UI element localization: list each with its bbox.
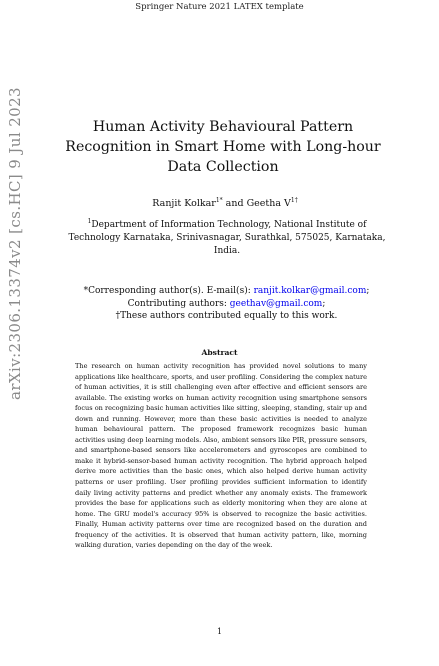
corresponding-email-link[interactable]: ranjit.kolkar@gmail.com	[253, 286, 367, 296]
affiliation-mark: 1	[87, 218, 92, 225]
contributing-label: Contributing authors:	[127, 298, 230, 309]
paper-title: Human Activity Behavioural Pattern Recognition in Smart Home with Long-hour Data Collection	[65, 119, 381, 175]
affiliation	[62, 219, 392, 258]
author2-affiliation-mark: 1†	[290, 196, 298, 204]
abstract-body: The research on human activity recognition has provided novel solutions to many applications like healthcare, sports, and user profiling. Considering the complex nature of human activities, it is still challenging even after effective and efficient sensors are available. The existing works on human activity recognition using smartphone sensors focus on recognizing basic human activities like sitting, sleeping, standing, stair up and down and running. However, more than these basic activities is needed to analyze human behavioural pattern. The proposed framework recognizes basic human activities using deep learning models. Also, ambient sensors like PIR, pressure sensors, and smartphone-based sensors like accelerometers and gyroscopes are combined to make it hybrid-sensor-based human activity recognition. The hybrid approach helped derive more activities than the basic ones, which also helped derive human activity patterns or user profiling. User profiling provides sufficient information to identify daily living activity patterns and predict whether any anomaly exists. The framework provides the base for applications such as elderly monitoring when they are alone at home. The GRU model's accuracy 95% is observed to recognize the basic activities. Finally, Human activity patterns over time are recognized based on the duration and frequency of the activities. It is observed that human activity pattern, like, morning walking duration, varies depending on the day of the week.	[75, 362, 367, 550]
page-number: 1	[216, 627, 223, 636]
equal-contribution-note: †These authors contributed equally to this work.	[115, 311, 338, 321]
arxiv-identifier: arXiv:2306.13374v2 [cs.HC] 9 Jul 2023	[6, 87, 24, 400]
abstract-heading: Abstract	[201, 348, 238, 357]
author-ranjit-kolkar: Ranjit Kolkar	[152, 198, 216, 209]
contributing-authors-line	[44, 298, 409, 311]
contact-info	[44, 285, 409, 323]
author1-affiliation-mark: 1*	[215, 196, 223, 204]
contributing-suffix: ;	[322, 298, 326, 309]
corresponding-suffix: ;	[366, 286, 370, 296]
author-line	[60, 198, 390, 209]
author-geetha-v: Geetha V	[246, 198, 291, 209]
running-head: Springer Nature 2021 LATEX template	[135, 2, 304, 12]
contributing-email-link[interactable]: geethav@gmail.com	[229, 298, 323, 309]
corresponding-author-line	[44, 285, 409, 298]
corresponding-label: *Corresponding author(s). E-mail(s):	[83, 286, 254, 296]
affiliation-text: Department of Information Technology, National Institute of Technology Karnataka, Srinivasnagar, Surathkal, 575025, Karnataka, India.	[68, 220, 386, 256]
author-separator: and	[222, 198, 247, 209]
